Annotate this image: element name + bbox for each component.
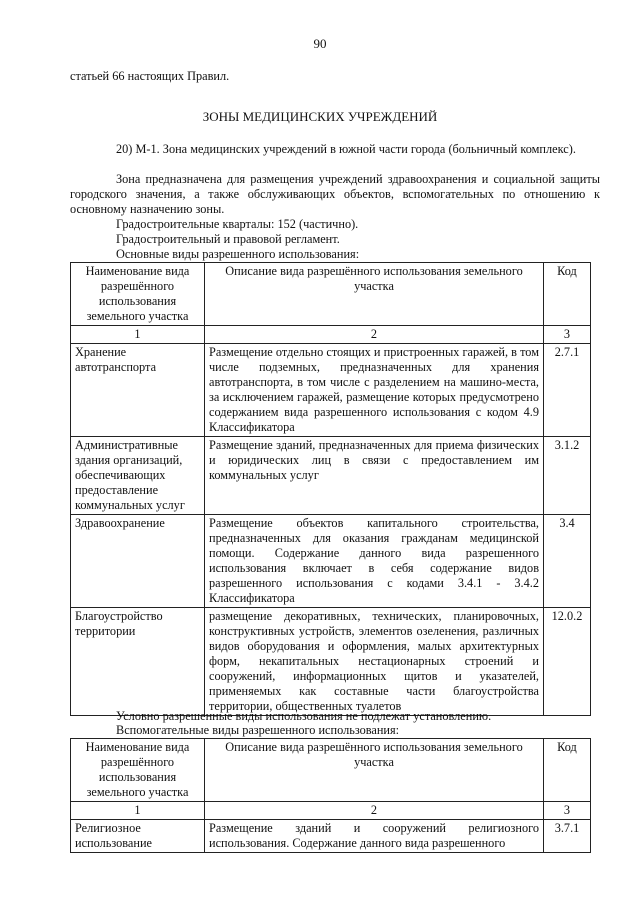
quarters-line: Градостроительные кварталы: 152 (частично). bbox=[116, 217, 359, 231]
purpose-paragraph: Зона предназначена для размещения учреждений здравоохранения и социальной защиты городского значения, а также обслуживающих объектов, вспомогательных по отношению к основному назначению зоны. bbox=[70, 172, 600, 216]
column-number: 2 bbox=[205, 326, 544, 344]
use-description: Размещение объектов капитального строительства, предназначенных для оказания гражданам медицинской помощи. Содержание данного вида разрешенного использования включает в себя содержание видов разрешенного использования с кодами 3.4.1 - 3.4.2 Классификатора bbox=[205, 515, 544, 608]
header-name: Наименование вида разрешённого использования земельного участка bbox=[71, 739, 205, 802]
use-name: Благоустройство территории bbox=[71, 608, 205, 716]
section-title: ЗОНЫ МЕДИЦИНСКИХ УЧРЕЖДЕНИЙ bbox=[202, 109, 438, 124]
use-code: 3.4 bbox=[544, 515, 591, 608]
table-row bbox=[71, 608, 591, 716]
zone-paragraph: 20) М-1. Зона медицинских учреждений в южной части города (больничный комплекс). bbox=[116, 142, 576, 156]
header-description: Описание вида разрешённого использования земельного участка bbox=[205, 263, 544, 326]
main-uses-table bbox=[70, 262, 591, 716]
use-code: 3.1.2 bbox=[544, 437, 591, 515]
column-number-row bbox=[71, 802, 591, 820]
column-number-row bbox=[71, 326, 591, 344]
use-name: Религиозное использование bbox=[71, 820, 205, 853]
column-number: 1 bbox=[71, 326, 205, 344]
auxiliary-uses-table bbox=[70, 738, 591, 853]
use-description: Размещение зданий, предназначенных для приема физических и юридических лиц в связи с предоставлением им коммунальных услуг bbox=[205, 437, 544, 515]
use-name: Хранение автотранспорта bbox=[71, 344, 205, 437]
table-row bbox=[71, 437, 591, 515]
header-code: Код bbox=[544, 263, 591, 326]
table-row bbox=[71, 820, 591, 853]
main-uses-label: Основные виды разрешенного использования: bbox=[116, 247, 360, 261]
use-description: Размещение зданий и сооружений религиозного использования. Содержание данного вида разрешенного bbox=[205, 820, 544, 853]
use-description: Размещение отдельно стоящих и пристроенных гаражей, в том числе подземных, предназначенных для хранения автотранспорта, в том числе с разделением на машино-места, за исключением гаражей, размещение которых предусмотрено содержанием вида разрешенного использования с кодом 4.9 Классификатора bbox=[205, 344, 544, 437]
header-description: Описание вида разрешённого использования земельного участка bbox=[205, 739, 544, 802]
use-code: 2.7.1 bbox=[544, 344, 591, 437]
intro-line: статьей 66 настоящих Правил. bbox=[70, 69, 230, 83]
column-number: 1 bbox=[71, 802, 205, 820]
page-number: 90 bbox=[313, 36, 327, 51]
header-name: Наименование вида разрешённого использования земельного участка bbox=[71, 263, 205, 326]
column-number: 3 bbox=[544, 326, 591, 344]
use-code: 3.7.1 bbox=[544, 820, 591, 853]
table-header-row bbox=[71, 739, 591, 802]
conditional-note: Условно разрешенные виды использования не подлежат установлению. bbox=[116, 709, 492, 723]
use-code: 12.0.2 bbox=[544, 608, 591, 716]
column-number: 3 bbox=[544, 802, 591, 820]
use-name: Административные здания организаций, обеспечивающих предоставление коммунальных услуг bbox=[71, 437, 205, 515]
table-row bbox=[71, 344, 591, 437]
table-header-row bbox=[71, 263, 591, 326]
auxiliary-label: Вспомогательные виды разрешенного использования: bbox=[116, 723, 400, 737]
table-row bbox=[71, 515, 591, 608]
column-number: 2 bbox=[205, 802, 544, 820]
use-description: размещение декоративных, технических, планировочных, конструктивных устройств, элементов озеленения, различных видов оборудования и оформления, малых архитектурных форм, некапитальных нестационарных строений и сооружений, информационных щитов и указателей, применяемых как составные части благоустройства территории, общественных туалетов bbox=[205, 608, 544, 716]
regulation-line: Градостроительный и правовой регламент. bbox=[116, 232, 340, 246]
use-name: Здравоохранение bbox=[71, 515, 205, 608]
header-code: Код bbox=[544, 739, 591, 802]
